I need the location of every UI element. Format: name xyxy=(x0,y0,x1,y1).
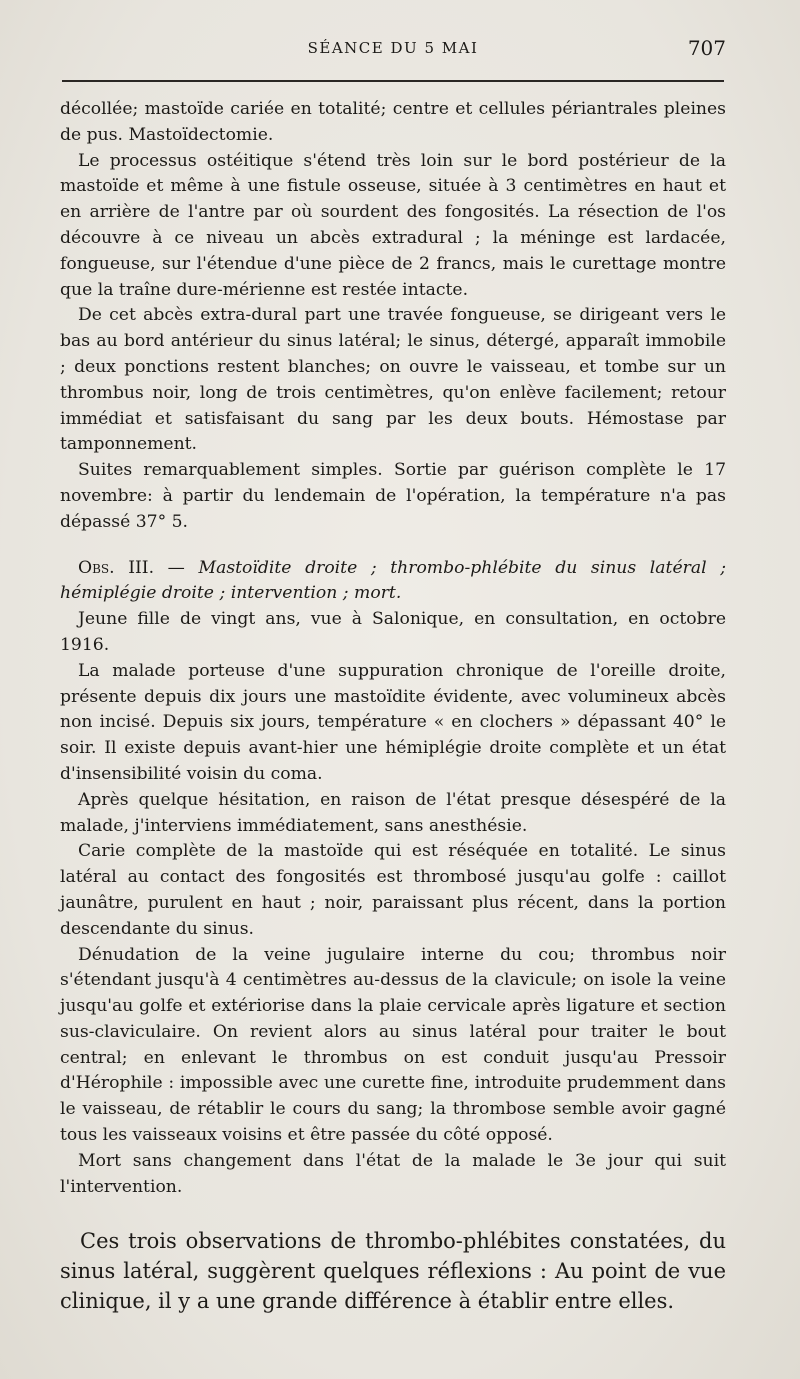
paragraph: Suites remarquablement simples. Sortie par guérison complète le 17 novembre: à partir du lendemain de l'opération, la température n'a pas dépassé 37° 5. xyxy=(60,460,726,532)
observation-dash: — xyxy=(154,557,199,578)
paragraph: De cet abcès extra-dural part une travée fongueuse, se dirigeant vers le bas au bord antérieur du sinus latéral; le sinus, détergé, apparaît immobile ; deux ponctions restent blanches; on ouvre le vaisseau, et tombe sur un thrombus noir, long de trois centimètres, qu'on enlève facilement; retour immédiat et satisfaisant du sang par les deux bouts. Hémostase par tamponnement. xyxy=(60,305,726,455)
conclusion-paragraph: Ces trois observations de thrombo-phlébites constatées, du sinus latéral, suggèrent quelques réflexions : Au point de vue clinique, il y a une grande différence à établir entre elles. xyxy=(60,1229,726,1313)
observation-heading xyxy=(60,556,726,608)
paragraph: Mort sans changement dans l'état de la malade le 3e jour qui suit l'intervention. xyxy=(60,1150,726,1197)
paragraph: Jeune fille de vingt ans, vue à Salonique, en consultation, en octobre 1916. xyxy=(60,609,726,655)
observation-label: Obs. III. xyxy=(78,557,155,578)
paragraph: Après quelque hésitation, en raison de l'état presque désespéré de la malade, j'interviens immédiatement, sans anesthésie. xyxy=(60,789,726,836)
paragraph: Carie complète de la mastoïde qui est réséquée en totalité. Le sinus latéral au contact des fongosités est thrombosé jusqu'au golfe : caillot jaunâtre, purulent en haut ; noir, paraissant plus récent, dans la portion descendante du sinus. xyxy=(60,841,726,939)
observation-description: Mastoïdite droite ; thrombo-phlébite du sinus latéral ; hémiplégie droite ; intervention ; mort. xyxy=(60,557,726,604)
paragraph: décollée; mastoïde cariée en totalité; centre et cellules périantrales pleines de pus. Mastoïdectomie. xyxy=(60,99,726,145)
page-number: 707 xyxy=(687,36,726,60)
header-rule xyxy=(62,80,724,82)
running-title: SÉANCE DU 5 MAI xyxy=(307,39,479,57)
paragraph: La malade porteuse d'une suppuration chronique de l'oreille droite, présente depuis dix jours une mastoïdite évidente, avec volumineux abcès non incisé. Depuis six jours, température « en clochers » dépassant 40° le soir. Il existe depuis avant-hier une hémiplégie droite complète et un état d'insensibilité voisin du coma. xyxy=(60,660,726,784)
paragraph: Dénudation de la veine jugulaire interne du cou; thrombus noir s'étendant jusqu'à 4 centimètres au-dessus de la clavicule; on isole la veine jusqu'au golfe et extériorise dans la plaie cervicale après ligature et section sus-claviculaire. On revient alors au sinus latéral pour traiter le bout central; en enlevant le thrombus on est conduit jusqu'au Pressoir d'Hérophile : impossible avec une curette fine, introduite prudemment dans le vaisseau, de rétablir le cours du sang; la thrombose semble avoir gagné tous les vaisseaux voisins et être passée du côté opposé. xyxy=(60,944,726,1146)
body-text xyxy=(60,97,726,1200)
page-header xyxy=(60,36,726,60)
paragraph: Le processus ostéitique s'étend très loin sur le bord postérieur de la mastoïde et même à une fistule osseuse, située à 3 centimètres en haut et en arrière de l'antre par où sourdent des fongosités. La résection de l'os découvre à ce niveau un abcès extradural ; la méninge est lardacée, fongueuse, sur l'étendue d'une pièce de 2 francs, mais le curettage montre que la traîne dure-mérienne est restée intacte. xyxy=(60,150,726,300)
